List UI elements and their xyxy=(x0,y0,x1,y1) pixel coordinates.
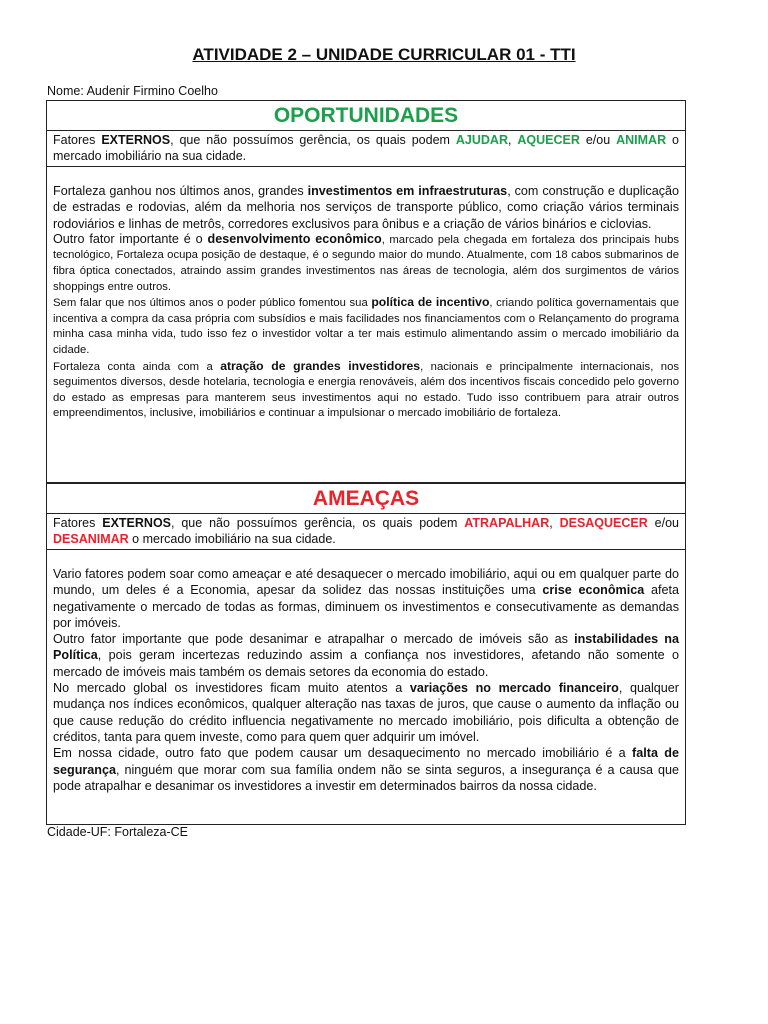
def-text: e/ou xyxy=(647,516,679,530)
keyword-desanimar: DESANIMAR xyxy=(53,532,129,546)
keyword-atrapalhar: ATRAPALHAR xyxy=(464,516,550,530)
def-text: , xyxy=(507,133,518,147)
threats-paragraph-1: Vario fatores podem soar como ameaçar e até desaquecer o mercado imobiliário, aqui ou em qualquer parte do mundo, um deles é a Economia, apesar da solidez das nossas instituições uma crise econômica afeta negativamente o mercado de todas as formas, diminuem os investimentos e consecutivamente as demandas por imóveis. xyxy=(53,567,680,630)
threats-paragraph-4: Em nossa cidade, outro fato que podem causar um desaquecimento no mercado imobiliário é a falta de segurança, ninguém que morar com sua família ondem não se sinta seguros, a insegurança é a causa que pode atrapalhar e desanimar os investidores a investir em determinados bairros da nossa cidade. xyxy=(53,746,679,793)
document-title: ATIVIDADE 2 – UNIDADE CURRICULAR 01 - TTI xyxy=(192,45,576,64)
threats-heading: AMEAÇAS xyxy=(47,484,685,514)
opportunities-definition xyxy=(47,131,685,167)
def-text: o mercado imobiliário na sua cidade. xyxy=(53,133,679,163)
opportunities-table xyxy=(46,100,686,483)
keyword-desaquecer: DESAQUECER xyxy=(559,516,648,530)
opportunities-paragraph-4: Fortaleza conta ainda com a atração de grandes investidores, nacionais e principalmente internacionais, nos seguimentos diversos, desde hotelaria, tecnologia e energia renováveis, além dos incentivos fiscais concedido pelo governo do estado as empresas para manterem seus investimentos aqui no estado. Tudo isso contribuem para atrair outros empreendimentos, inclusive, imobiliários e continuar a impulsionar o mercado imobiliário de fortaleza. xyxy=(53,358,679,420)
def-text: Fatores xyxy=(53,516,103,530)
opportunities-body xyxy=(47,167,685,422)
def-text: , que não possuímos gerência, os quais podem xyxy=(170,133,456,147)
opportunities-paragraph-2: Outro fator importante é o desenvolvimento econômico, marcado pela chegada em fortaleza dos principais hubs tecnológico, Fortaleza ocupa posição de destaque, é o segundo maior do mundo. Atualmente, com 18 cabos submarinos de fibra óptica conectados, atraindo assim grandes investimentos nas áreas de tecnologia, além dos surgimentos de vários shoppings entre outros. xyxy=(53,231,680,293)
threats-definition xyxy=(47,514,685,550)
def-text: Fatores xyxy=(53,133,102,147)
keyword-ajudar: AJUDAR xyxy=(455,133,508,147)
opportunities-heading: OPORTUNIDADES xyxy=(47,101,685,131)
def-text: o mercado imobiliário na sua cidade. xyxy=(128,532,336,546)
def-text: , que não possuímos gerência, os quais podem xyxy=(171,516,465,530)
threats-paragraph-2: Outro fator importante que pode desanimar e atrapalhar o mercado de imóveis são as instabilidades na Política, pois geram incertezas reduzindo assim a confiança nos investidores, afetando não somente o mercado de imóveis mais também os demais setores da economia do estado. xyxy=(53,632,679,679)
keyword-animar: ANIMAR xyxy=(616,133,667,147)
def-text: , xyxy=(549,516,560,530)
def-text: e/ou xyxy=(579,133,617,147)
opportunities-paragraph-1: Fortaleza ganhou nos últimos anos, grandes investimentos em infraestruturas, com construção e duplicação de estradas e rodovias, além da melhoria nos serviços de transporte público, como criação vários terminais rodoviários e linhas de metrôs, corredores exclusivos para ônibus e a criação de vários binários e ciclovias. xyxy=(53,184,680,231)
opportunities-paragraph-3: Sem falar que nos últimos anos o poder público fomentou sua política de incentivo, criando política governamentais que incentiva a compra da casa própria com subsídios e mais facilidades nos financiamentos com o Relançamento do programa minha casa minha vida, tudo isso fez o investidor voltar a ter mais estimulo alimentando assim o mercado imobiliário da cidade. xyxy=(53,295,679,357)
threats-body xyxy=(47,550,685,794)
threats-paragraph-3: No mercado global os investidores ficam muito atentos a variações no mercado financeiro, qualquer mudança nos índices econômicos, qualquer alteração nas taxas de juros, que cause o aumento da inflação ou que cause redução do crédito influencia negativamente no mercado imobiliário, pois dificulta a obtenção de créditos, tanta para quem investe, como para quem quer adquirir um imóvel. xyxy=(53,681,679,744)
threats-table xyxy=(46,483,686,825)
def-externos: EXTERNOS xyxy=(101,133,171,147)
def-externos: EXTERNOS xyxy=(102,516,172,530)
keyword-aquecer: AQUECER xyxy=(517,133,580,147)
student-name: Nome: Audenir Firmino Coelho xyxy=(47,84,218,98)
city-line: Cidade-UF: Fortaleza-CE xyxy=(47,825,189,839)
